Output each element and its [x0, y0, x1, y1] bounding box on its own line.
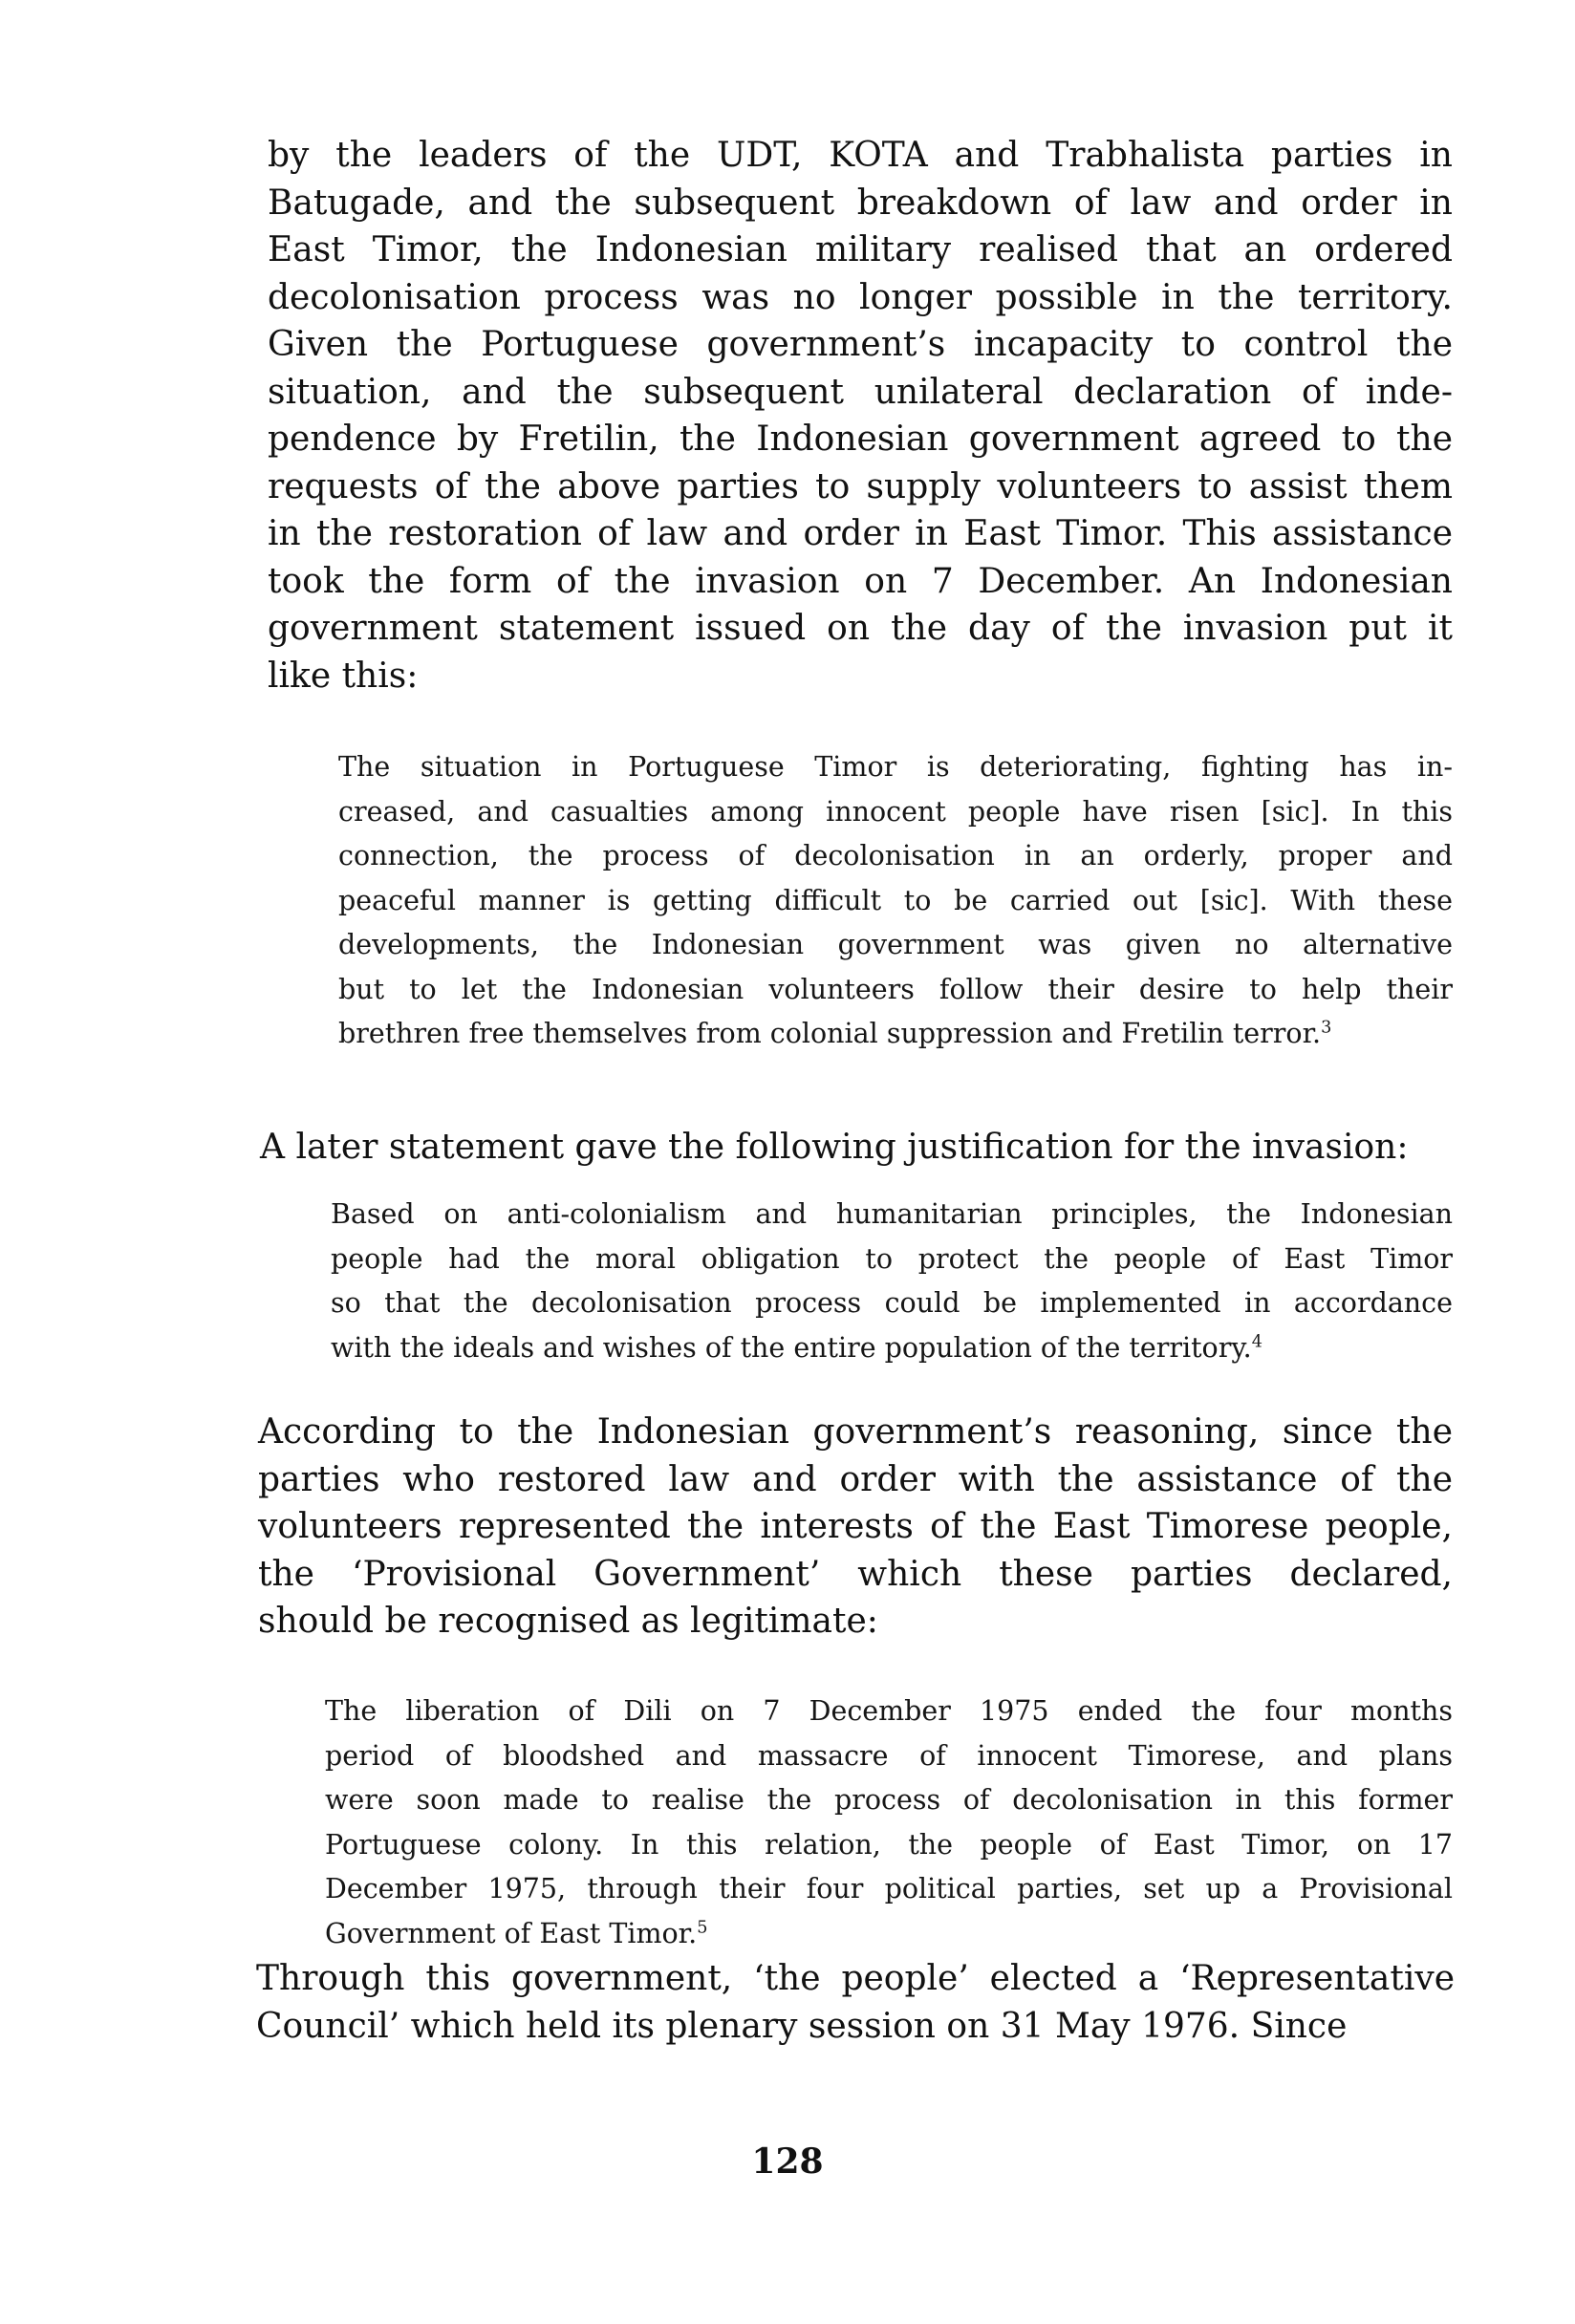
text-line: According to the Indonesian government’s reasoning, since the	[258, 1412, 1453, 1452]
quote-line: The situation in Portuguese Timor is deteriorating, fighting has in-	[338, 751, 1453, 783]
block-quote	[338, 745, 1453, 1057]
text-line: the ‘Provisional Government’ which these parties declared,	[258, 1554, 1453, 1594]
quote-line: connection, the process of decolonisation in an orderly, proper and	[338, 840, 1453, 872]
text-line: decolonisation process was no longer possible in the territory.	[268, 277, 1453, 317]
quote-line: December 1975, through their four political parties, set up a Provisional	[325, 1873, 1453, 1904]
quote-line: developments, the Indonesian government was given no alternative	[338, 929, 1453, 960]
text-line: like this:	[268, 656, 419, 696]
text-line: Given the Portuguese government’s incapacity to control the	[268, 325, 1453, 364]
block-quote	[331, 1193, 1453, 1370]
quote-line-text: brethren free themselves from colonial suppression and Fretilin terror.	[338, 1018, 1322, 1049]
text-line: should be recognised as legitimate:	[258, 1602, 878, 1641]
text-line: in the restoration of law and order in East Timor. This assistance	[268, 514, 1453, 553]
quote-line: period of bloodshed and massacre of innocent Timorese, and plans	[325, 1739, 1453, 1772]
text-line: Through this government, ‘the people’ elected a ‘Representative	[256, 1959, 1455, 1998]
body-paragraph	[258, 1409, 1453, 1646]
quote-line-text: with the ideals and wishes of the entire population of the territory.	[331, 1331, 1252, 1364]
body-paragraph	[256, 1955, 1455, 2050]
quote-line-last	[325, 1912, 1453, 1957]
footnote-marker[interactable]: 3	[1321, 1018, 1332, 1038]
body-paragraph	[268, 132, 1453, 699]
body-paragraph	[260, 1124, 1455, 1172]
footnote-marker[interactable]: 5	[697, 1918, 708, 1937]
text-line: pendence by Fretilin, the Indonesian government agreed to the	[268, 420, 1453, 459]
quote-line: peaceful manner is getting difficult to be carried out [sic]. With these	[338, 884, 1453, 916]
quote-line: Portuguese colony. In this relation, the people of East Timor, on 17	[325, 1828, 1453, 1861]
quote-line-last	[338, 1012, 1453, 1057]
quote-line: were soon made to realise the process of decolonisation in this former	[325, 1784, 1453, 1816]
page-number: 128	[751, 2141, 824, 2182]
quote-line: Based on anti-colonialism and humanitarian principles, the Indonesian	[331, 1198, 1453, 1230]
quote-line: but to let the Indonesian volunteers follow their desire to help their	[338, 973, 1453, 1005]
quote-line: The liberation of Dili on 7 December 1975 ended the four months	[325, 1695, 1453, 1727]
text-line: by the leaders of the UDT, KOTA and Trabhalista parties in	[268, 136, 1453, 175]
text-line: East Timor, the Indonesian military realised that an ordered	[268, 230, 1453, 269]
text-line: requests of the above parties to supply volunteers to assist them	[268, 466, 1453, 506]
text-line: situation, and the subsequent unilateral declaration of inde-	[268, 372, 1453, 412]
block-quote	[325, 1689, 1453, 1956]
quote-line: creased, and casualties among innocent people have risen [sic]. In this	[338, 795, 1453, 828]
text-line: parties who restored law and order with the assistance of the	[258, 1459, 1453, 1499]
quote-line: people had the moral obligation to protect the people of East Timor	[331, 1242, 1453, 1275]
text-line: A later statement gave the following justification for the invasion:	[260, 1128, 1409, 1167]
quote-line: so that the decolonisation process could be implemented in accordance	[331, 1287, 1453, 1319]
quote-line-text: Government of East Timor.	[325, 1917, 698, 1949]
text-line: Batugade, and the subsequent breakdown of law and order in	[268, 183, 1453, 223]
footnote-marker[interactable]: 4	[1251, 1332, 1262, 1351]
text-line: government statement issued on the day of the invasion put it	[268, 609, 1453, 648]
text-line: Council’ which held its plenary session on 31 May 1976. Since	[256, 2006, 1348, 2046]
quote-line-last	[331, 1326, 1453, 1371]
text-line: took the form of the invasion on 7 December. An Indonesian	[268, 561, 1453, 601]
text-line: volunteers represented the interests of the East Timorese people,	[258, 1507, 1453, 1546]
